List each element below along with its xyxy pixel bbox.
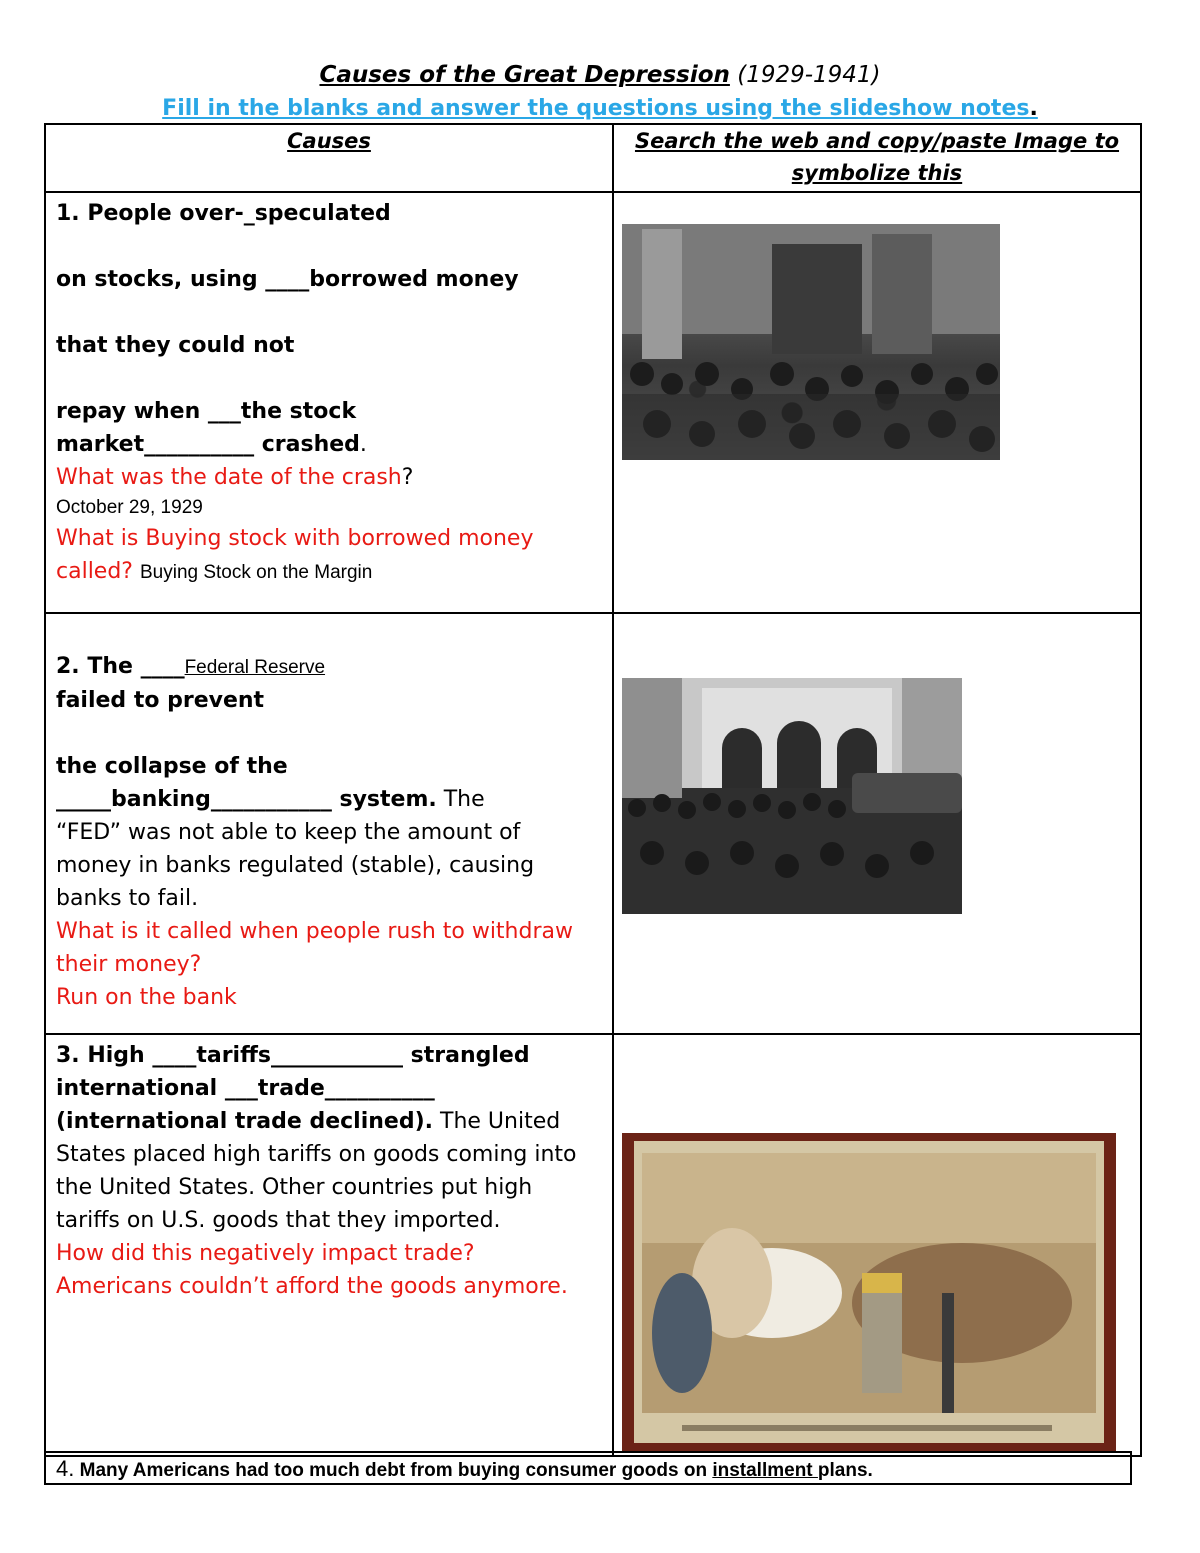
cause-1-question-1: What was the date of the crash: [56, 465, 402, 490]
cause-3-answer: Americans couldn’t afford the goods anymore.: [56, 1274, 568, 1299]
cause-2-question: What is it called when people rush to withdraw their money?: [56, 919, 573, 977]
instructions: [0, 94, 1200, 124]
cause-2-line1: 2. The ____: [56, 654, 185, 679]
photo-1-graphic: [622, 224, 1000, 460]
cause-4-text-end: plans.: [817, 1460, 873, 1481]
header-row: [45, 124, 1141, 192]
cause-1-line5: market__________ crashed: [56, 432, 360, 457]
cause-1-line5-end: .: [359, 432, 367, 457]
cause-2-answer-fed: Federal Reserve: [184, 657, 326, 678]
cause-2-answer: Run on the bank: [56, 985, 237, 1010]
image-column-header: Search the web and copy/paste Image to symbolize this: [613, 124, 1141, 192]
cause-row-2: [45, 613, 1141, 1034]
title-text: Causes of the Great Depression: [319, 62, 730, 88]
cause-4-number: 4.: [56, 1456, 75, 1481]
cause-3-line2: international ___trade__________: [56, 1076, 435, 1101]
cause-1-answer-1: October 29, 1929: [56, 497, 203, 518]
instruction-period: .: [1029, 96, 1038, 121]
cause-3-line3: (international trade declined).: [56, 1109, 434, 1134]
cause-1-question-2: What is Buying stock with borrowed money called?: [56, 526, 534, 584]
cause-1-cell[interactable]: [45, 192, 613, 613]
bank-run-crowd-photo: [622, 678, 962, 914]
cause-1-question-1-end: ?: [401, 465, 414, 490]
cause-2-cell[interactable]: [45, 613, 613, 1034]
cause-2-line3: the collapse of the: [56, 754, 288, 779]
cause-1-line3: that they could not: [56, 333, 295, 358]
cause-2-body: “FED” was not able to keep the amount of money in banks regulated (stable), causing banks to fail.: [56, 820, 535, 911]
causes-header: Causes: [45, 124, 613, 192]
cause-2-line4-rest: The: [436, 787, 485, 812]
cause-1-line1: 1. People over-_speculated: [56, 201, 391, 226]
cause-1-answer-2: Buying Stock on the Margin: [139, 562, 373, 583]
cause-1-line2: on stocks, using ____borrowed money: [56, 267, 519, 292]
cause-3-question: How did this negatively impact trade?: [56, 1241, 475, 1266]
tariff-political-cartoon-book-image: [622, 1133, 1116, 1451]
photo-2-graphic: [622, 678, 962, 914]
page-title: [0, 60, 1200, 90]
cause-2-line2: failed to prevent: [56, 688, 265, 713]
cause-row-4[interactable]: [44, 1451, 1132, 1485]
cause-2-line4: _____banking___________ system.: [56, 787, 437, 812]
instruction-text: Fill in the blanks and answer the questions using the slideshow notes: [162, 96, 1030, 121]
cause-3-cell[interactable]: [45, 1034, 613, 1456]
cause-3-body: The United States placed high tariffs on goods coming into the United States. Other countries put high tariffs on U.S. goods that they imported.: [56, 1109, 577, 1233]
cause-1-line4: repay when ___the stock: [56, 399, 357, 424]
stock-market-crash-crowd-photo: [622, 224, 1000, 460]
cause-4-text: Many Americans had too much debt from buying consumer goods on: [74, 1460, 713, 1481]
title-years: (1929-1941): [737, 62, 881, 88]
cause-3-line1: 3. High ____tariffs____________ strangled: [56, 1043, 530, 1068]
cause-4-installment: installment: [712, 1460, 818, 1481]
photo-3-graphic: [622, 1133, 1116, 1451]
